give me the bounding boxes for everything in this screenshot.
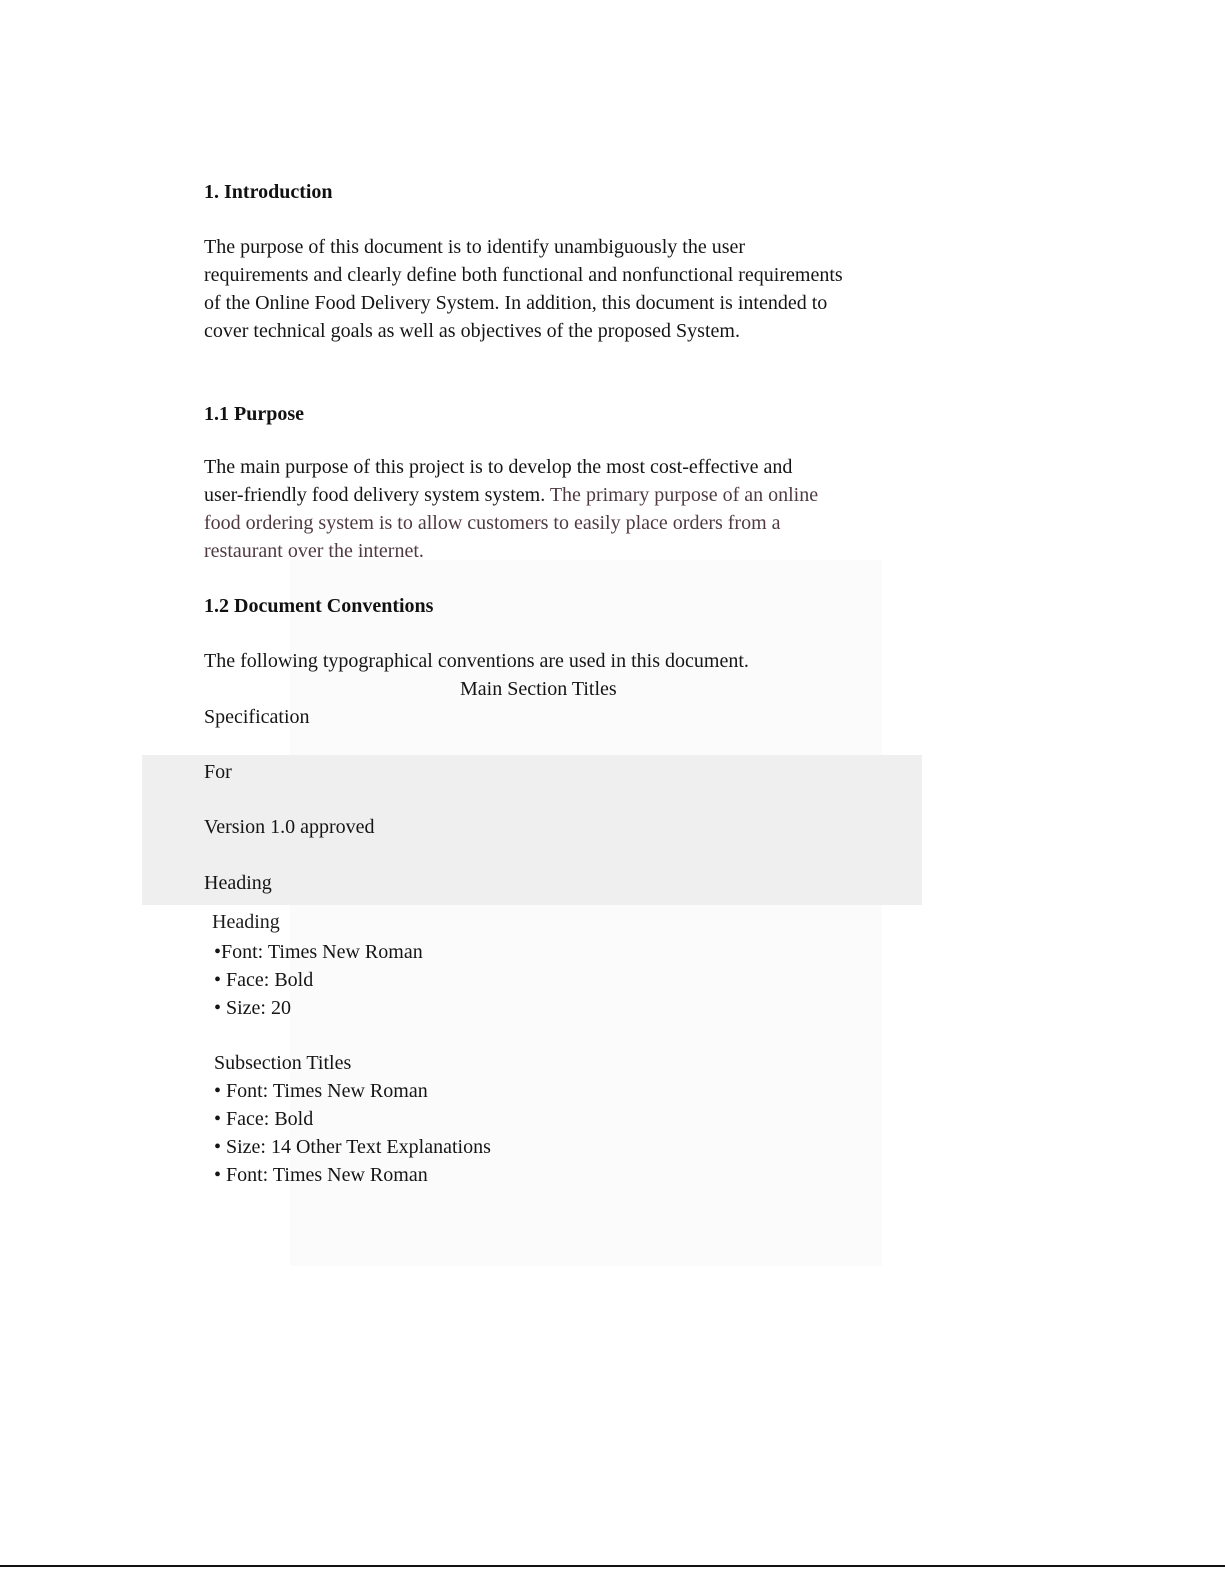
- subsection-titles-label: Subsection Titles: [214, 1052, 352, 1074]
- clipped-heading-label: [212, 904, 302, 934]
- subsection-bullet-size: • Size: 14 Other Text Explanations: [214, 1136, 491, 1158]
- purpose-line-4: restaurant over the internet.: [204, 540, 424, 562]
- purpose-line-1: The main purpose of this project is to develop the most cost-effective and: [204, 456, 793, 478]
- heading-bullet-font: •Font: Times New Roman: [214, 941, 423, 963]
- intro-line-2: requirements and clearly define both functional and nonfunctional requirements: [204, 264, 843, 286]
- bottom-border-line: [0, 1565, 1225, 1567]
- intro-line-4: cover technical goals as well as objectives of the proposed System.: [204, 320, 740, 342]
- clipped-heading-text: Heading: [212, 911, 280, 933]
- intro-line-3: of the Online Food Delivery System. In addition, this document is intended to: [204, 292, 828, 314]
- purpose-line-2: [204, 481, 818, 509]
- subsection-bullet-font-2: • Font: Times New Roman: [214, 1164, 428, 1186]
- main-section-titles-label: Main Section Titles: [460, 678, 617, 700]
- heading-label: Heading: [204, 872, 272, 894]
- specification-label: Specification: [204, 706, 310, 728]
- for-label: For: [204, 761, 232, 783]
- section-heading-purpose: 1.1 Purpose: [204, 403, 304, 425]
- intro-line-1: The purpose of this document is to identify unambiguously the user: [204, 236, 746, 258]
- section-heading-conventions: 1.2 Document Conventions: [204, 595, 434, 617]
- subsection-bullet-face: • Face: Bold: [214, 1108, 314, 1130]
- purpose-line-2-main: user-friendly food delivery system system.: [204, 484, 550, 506]
- subsection-bullet-font: • Font: Times New Roman: [214, 1080, 428, 1102]
- purpose-line-3: food ordering system is to allow customers to easily place orders from a: [204, 512, 781, 534]
- conventions-intro: The following typographical conventions are used in this document.: [204, 650, 749, 672]
- section-heading-introduction: 1. Introduction: [204, 181, 333, 203]
- version-label: Version 1.0 approved: [204, 816, 375, 838]
- purpose-line-2-faded: The primary purpose of an online: [549, 484, 819, 506]
- heading-bullet-face: • Face: Bold: [214, 969, 314, 991]
- heading-bullet-size: • Size: 20: [214, 997, 291, 1019]
